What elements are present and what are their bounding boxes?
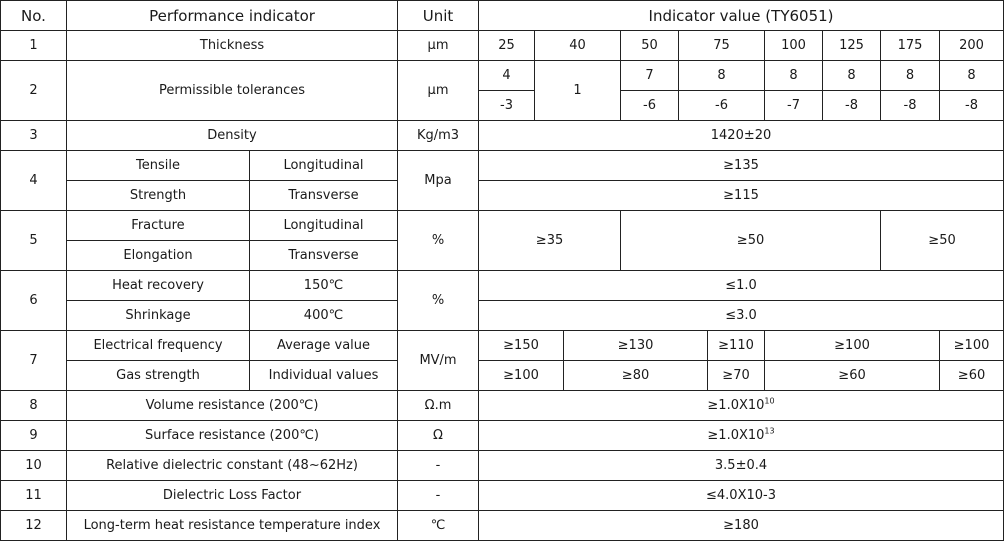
thickness-200: 200	[940, 31, 1004, 61]
value-cell: ≤4.0X10-3	[479, 481, 1004, 511]
tolerance-plus-75: 8	[679, 61, 765, 91]
unit-cell: ℃	[398, 511, 479, 541]
row-density	[1, 121, 1004, 151]
electrical-avg-2: ≥130	[564, 331, 708, 361]
value-cell	[479, 391, 1004, 421]
value-cell: ≤3.0	[479, 301, 1004, 331]
row-no: 11	[1, 481, 67, 511]
unit-cell: MV/m	[398, 331, 479, 391]
value-cell: ≤1.0	[479, 271, 1004, 301]
value-cell: 1420±20	[479, 121, 1004, 151]
row-dielectric-loss	[1, 481, 1004, 511]
electrical-avg-3: ≥110	[708, 331, 765, 361]
electrical-ind-4: ≥60	[765, 361, 940, 391]
indicator-name: Heat recovery	[67, 271, 250, 301]
tolerance-plus-100: 8	[765, 61, 823, 91]
indicator-name: Strength	[67, 181, 250, 211]
tolerance-plus-50: 7	[621, 61, 679, 91]
value-cell: ≥180	[479, 511, 1004, 541]
value-exponent: 10	[764, 396, 775, 406]
row-tensile-longitudinal	[1, 151, 1004, 181]
unit-cell: Ω	[398, 421, 479, 451]
indicator-name: Gas strength	[67, 361, 250, 391]
unit-cell: %	[398, 271, 479, 331]
header-indicator: Performance indicator	[67, 1, 398, 31]
indicator-subtype: Average value	[250, 331, 398, 361]
unit-cell: μm	[398, 61, 479, 121]
row-no: 7	[1, 331, 67, 391]
elongation-value-2: ≥50	[621, 211, 881, 271]
indicator-name: Electrical frequency	[67, 331, 250, 361]
indicator-name: Permissible tolerances	[67, 61, 398, 121]
row-heat-resistance	[1, 511, 1004, 541]
tolerance-minus-200: -8	[940, 91, 1004, 121]
electrical-avg-4: ≥100	[765, 331, 940, 361]
tolerance-40: 1	[535, 61, 621, 121]
row-tolerance-plus	[1, 61, 1004, 91]
thickness-75: 75	[679, 31, 765, 61]
header-value: Indicator value (TY6051)	[479, 1, 1004, 31]
row-no: 4	[1, 151, 67, 211]
value-exponent: 13	[764, 426, 775, 436]
header-row	[1, 1, 1004, 31]
indicator-temperature: 150℃	[250, 271, 398, 301]
indicator-direction: Transverse	[250, 241, 398, 271]
thickness-125: 125	[823, 31, 881, 61]
electrical-ind-3: ≥70	[708, 361, 765, 391]
thickness-25: 25	[479, 31, 535, 61]
value-cell	[479, 421, 1004, 451]
header-no: No.	[1, 1, 67, 31]
indicator-temperature: 400℃	[250, 301, 398, 331]
indicator-name: Volume resistance (200℃)	[67, 391, 398, 421]
tolerance-minus-125: -8	[823, 91, 881, 121]
row-no: 6	[1, 271, 67, 331]
row-volume-resistance	[1, 391, 1004, 421]
electrical-ind-5: ≥60	[940, 361, 1004, 391]
electrical-avg-5: ≥100	[940, 331, 1004, 361]
value-base: ≥1.0X10	[707, 398, 765, 413]
row-heat-recovery	[1, 271, 1004, 301]
indicator-name: Surface resistance (200℃)	[67, 421, 398, 451]
indicator-direction: Longitudinal	[250, 151, 398, 181]
unit-cell: -	[398, 451, 479, 481]
electrical-ind-1: ≥100	[479, 361, 564, 391]
indicator-name: Thickness	[67, 31, 398, 61]
electrical-avg-1: ≥150	[479, 331, 564, 361]
row-no: 12	[1, 511, 67, 541]
unit-cell: %	[398, 211, 479, 271]
tolerance-minus-100: -7	[765, 91, 823, 121]
thickness-175: 175	[881, 31, 940, 61]
unit-cell: Ω.m	[398, 391, 479, 421]
row-shrinkage	[1, 301, 1004, 331]
value-cell: ≥135	[479, 151, 1004, 181]
elongation-value-1: ≥35	[479, 211, 621, 271]
row-no: 1	[1, 31, 67, 61]
indicator-name: Long-term heat resistance temperature index	[67, 511, 398, 541]
unit-cell: -	[398, 481, 479, 511]
value-base: ≥1.0X10	[707, 428, 765, 443]
row-electrical-average	[1, 331, 1004, 361]
thickness-100: 100	[765, 31, 823, 61]
unit-cell: Kg/m3	[398, 121, 479, 151]
unit-cell: Mpa	[398, 151, 479, 211]
tolerance-plus-25: 4	[479, 61, 535, 91]
tolerance-plus-175: 8	[881, 61, 940, 91]
electrical-ind-2: ≥80	[564, 361, 708, 391]
tolerance-minus-175: -8	[881, 91, 940, 121]
indicator-name: Shrinkage	[67, 301, 250, 331]
indicator-name: Fracture	[67, 211, 250, 241]
indicator-name: Tensile	[67, 151, 250, 181]
tolerance-minus-50: -6	[621, 91, 679, 121]
unit-cell: μm	[398, 31, 479, 61]
indicator-direction: Transverse	[250, 181, 398, 211]
indicator-name: Density	[67, 121, 398, 151]
row-no: 9	[1, 421, 67, 451]
thickness-40: 40	[535, 31, 621, 61]
row-electrical-individual	[1, 361, 1004, 391]
indicator-name: Dielectric Loss Factor	[67, 481, 398, 511]
row-no: 8	[1, 391, 67, 421]
indicator-subtype: Individual values	[250, 361, 398, 391]
row-surface-resistance	[1, 421, 1004, 451]
row-tensile-transverse	[1, 181, 1004, 211]
row-thickness	[1, 31, 1004, 61]
elongation-value-3: ≥50	[881, 211, 1004, 271]
row-dielectric-constant	[1, 451, 1004, 481]
row-elongation-longitudinal	[1, 211, 1004, 241]
tolerance-minus-75: -6	[679, 91, 765, 121]
value-cell: ≥115	[479, 181, 1004, 211]
tolerance-plus-125: 8	[823, 61, 881, 91]
thickness-50: 50	[621, 31, 679, 61]
row-no: 3	[1, 121, 67, 151]
row-no: 5	[1, 211, 67, 271]
value-cell: 3.5±0.4	[479, 451, 1004, 481]
tolerance-minus-25: -3	[479, 91, 535, 121]
header-unit: Unit	[398, 1, 479, 31]
tolerance-plus-200: 8	[940, 61, 1004, 91]
indicator-direction: Longitudinal	[250, 211, 398, 241]
indicator-name: Elongation	[67, 241, 250, 271]
row-no: 10	[1, 451, 67, 481]
indicator-name: Relative dielectric constant (48~62Hz)	[67, 451, 398, 481]
row-no: 2	[1, 61, 67, 121]
